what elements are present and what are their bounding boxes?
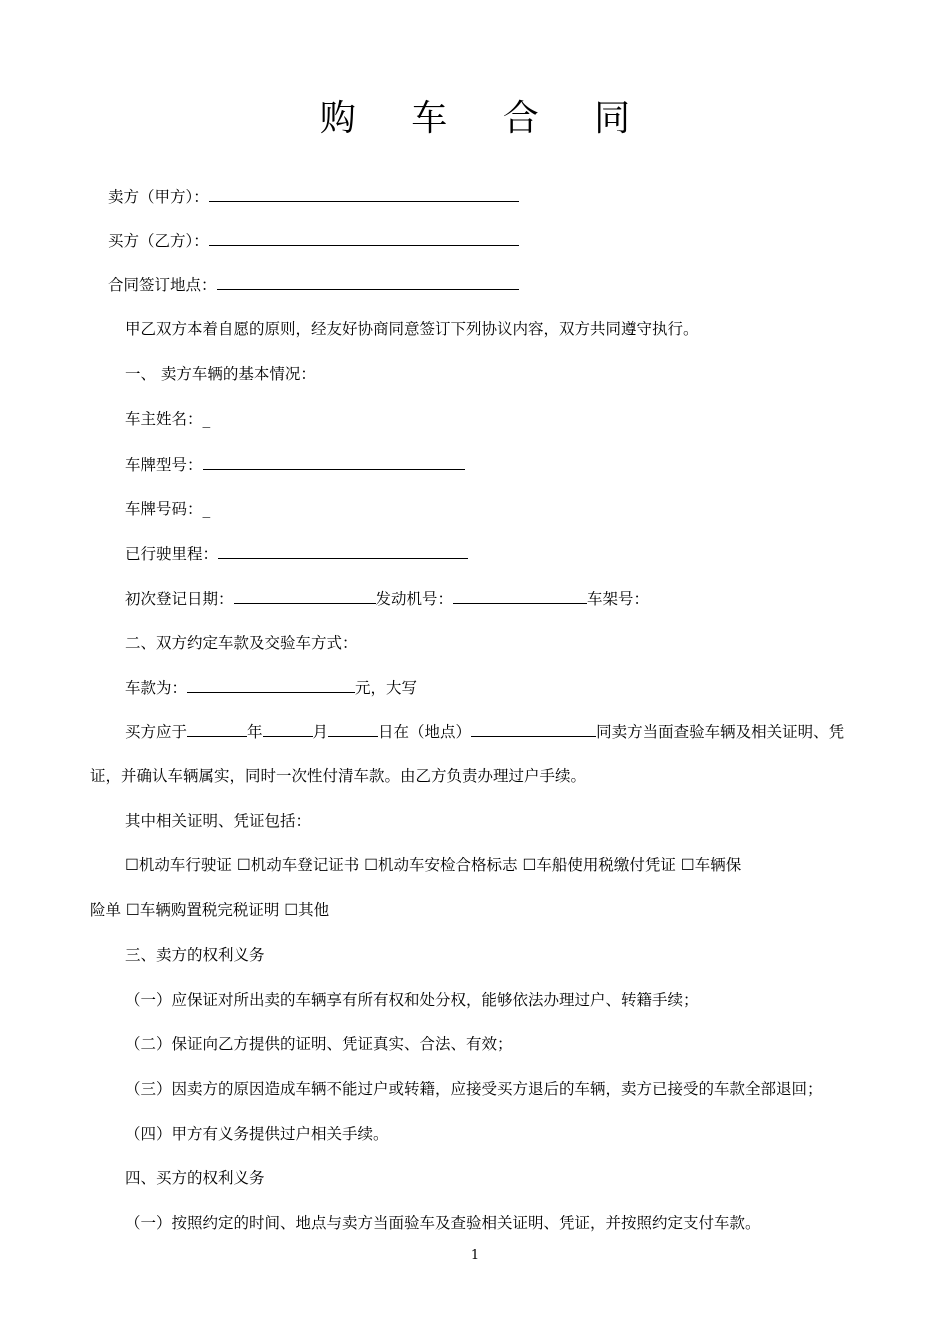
inspection-row bbox=[125, 721, 844, 742]
model-blank bbox=[203, 454, 465, 470]
engine-label: 发动机号： bbox=[375, 590, 454, 608]
reg-date-label: 初次登记日期： bbox=[125, 590, 234, 608]
page-number: 1 bbox=[470, 1248, 480, 1263]
mileage-blank bbox=[218, 543, 468, 559]
seller-blank bbox=[209, 186, 519, 202]
seller-duty-4: （四）甲方有义务提供过户相关手续。 bbox=[125, 1125, 389, 1143]
mileage-row bbox=[125, 543, 468, 564]
buyer-blank bbox=[209, 230, 519, 246]
month-blank bbox=[263, 721, 313, 737]
seller-duty-3: （三）因卖方的原因造成车辆不能过户或转籍，应接受买方退后的车辆，卖方已接受的车款全部退回； bbox=[125, 1080, 823, 1098]
section3-heading: 三、卖方的权利义务 bbox=[125, 946, 265, 964]
inspection-text: 同卖方当面查验车辆及相关证明、凭 bbox=[596, 723, 845, 741]
location-blank bbox=[471, 721, 596, 737]
day-blank bbox=[328, 721, 378, 737]
day-location-label: 日在（地点） bbox=[378, 723, 472, 741]
documents-checklist: ☐机动车行驶证 ☐机动车登记证书 ☐机动车安检合格标志 ☐车船使用税缴付凭证 ☐车辆保 bbox=[125, 856, 742, 874]
model-label: 车牌型号： bbox=[125, 456, 203, 474]
inspection-intro: 买方应于 bbox=[125, 723, 188, 741]
seller-label: 卖方（甲方）： bbox=[108, 188, 209, 206]
buyer-duty-1: （一）按照约定的时间、地点与卖方当面验车及查验相关证明、凭证，并按照约定支付车款。 bbox=[125, 1214, 761, 1232]
buyer-label: 买方（乙方）： bbox=[108, 232, 209, 250]
mileage-label: 已行驶里程： bbox=[125, 545, 219, 563]
buyer-row bbox=[108, 230, 519, 251]
year-blank bbox=[187, 721, 247, 737]
price-suffix: 元，大写 bbox=[355, 679, 418, 697]
model-row bbox=[125, 454, 465, 475]
section2-heading: 二、双方约定车款及交验车方式： bbox=[125, 634, 358, 652]
section4-heading: 四、买方的权利义务 bbox=[125, 1169, 265, 1187]
inspection-continued: 证，并确认车辆属实，同时一次性付清车款。由乙方负责办理过户手续。 bbox=[90, 767, 587, 785]
place-label: 合同签订地点： bbox=[108, 276, 217, 294]
plate-number-row: 车牌号码：_ bbox=[125, 500, 211, 518]
owner-name-row: 车主姓名：_ bbox=[125, 410, 211, 428]
intro-paragraph: 甲乙双方本着自愿的原则，经友好协商同意签订下列协议内容，双方共同遵守执行。 bbox=[125, 320, 699, 338]
documents-checklist-continued: 险单 ☐车辆购置税完税证明 ☐其他 bbox=[90, 901, 330, 919]
reg-date-blank bbox=[234, 588, 376, 604]
engine-blank bbox=[453, 588, 587, 604]
page-title: 购 车 合 同 bbox=[319, 98, 653, 139]
price-row bbox=[125, 677, 417, 698]
section1-heading: 一、 卖方车辆的基本情况： bbox=[125, 365, 316, 383]
seller-duty-1: （一）应保证对所出卖的车辆享有所有权和处分权，能够依法办理过户、转籍手续； bbox=[125, 991, 699, 1009]
place-row bbox=[108, 274, 519, 295]
place-blank bbox=[217, 274, 519, 290]
price-label: 车款为： bbox=[125, 679, 188, 697]
price-blank bbox=[187, 677, 355, 693]
frame-label: 车架号： bbox=[587, 590, 650, 608]
documents-label: 其中相关证明、凭证包括： bbox=[125, 812, 312, 830]
seller-duty-2: （二）保证向乙方提供的证明、凭证真实、合法、有效； bbox=[125, 1035, 513, 1053]
year-label: 年 bbox=[247, 723, 263, 741]
vehicle-ids-row bbox=[125, 588, 649, 609]
month-label: 月 bbox=[312, 723, 329, 741]
seller-row bbox=[108, 186, 519, 207]
